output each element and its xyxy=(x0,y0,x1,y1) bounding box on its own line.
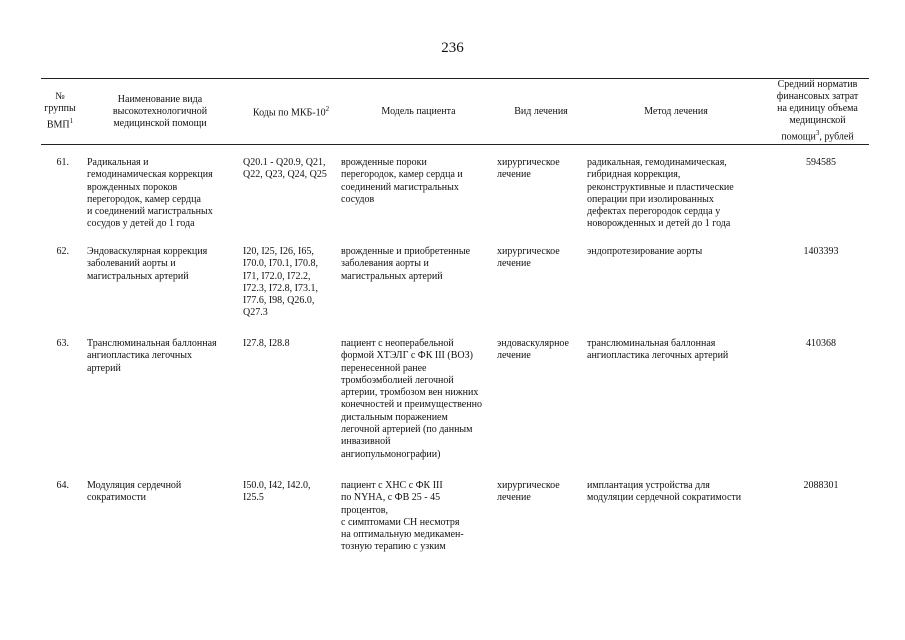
page-number: 236 xyxy=(441,40,464,56)
header-method: Метод лечения xyxy=(644,105,708,117)
row-cost: 594585 xyxy=(806,157,836,168)
row-model: пациент с неоперабельной формой ХТЭЛГ с ФК III (ВОЗ) перенесенной ранее тромбоэмболией легочной артерии, тромбозом вен нижних конечностей и преимущественно дистальным поражением легочной артерией (по данным инвазивной ангиопульмонографии) xyxy=(341,338,482,460)
row-codes: Q20.1 - Q20.9, Q21, Q22, Q23, Q24, Q25 xyxy=(243,157,327,181)
row-cost: 1403393 xyxy=(803,246,839,257)
header-codes-text: Коды по МКБ-10 xyxy=(252,107,326,119)
row-treatment: эндоваскулярное лечение xyxy=(497,338,569,362)
header-cost-sup: 3 xyxy=(815,129,820,138)
header-cost-text: Средний норматив финансовых затрат на единицу объема медицинской помощи xyxy=(776,79,859,143)
row-method: транслюминальная баллонная ангиопластика легочных артерий xyxy=(587,338,729,362)
row-method: радикальная, гемодинамическая, гибридная коррекция, реконструктивные и пластические операции при изолированных дефектах перегородок сердца у новорожденных и детей до 1 года xyxy=(587,157,734,230)
row-number: 64. xyxy=(56,480,69,491)
row-cost: 410368 xyxy=(806,338,836,349)
header-group-no xyxy=(41,79,79,144)
row-codes: I20, I25, I26, I65, I70.0, I70.1, I70.8, I71, I72.0, I72.2, I72.3, I72.8, I73.1, I77.6, I98, Q26.0, Q27.3 xyxy=(243,246,318,319)
table-header xyxy=(41,78,869,145)
header-model: Модель пациента xyxy=(381,105,456,117)
row-number: 62. xyxy=(56,246,69,257)
row-model: врожденные и приобретенные заболевания аорты и магистральных артерий xyxy=(341,246,471,282)
header-codes-sup: 2 xyxy=(325,105,330,114)
row-cost: 2088301 xyxy=(803,480,839,491)
header-treatment: Вид лечения xyxy=(514,105,568,117)
row-name: Транслюминальная баллонная ангиопластика легочных артерий xyxy=(87,338,217,374)
header-codes xyxy=(241,79,341,144)
row-method: имплантация устройства для модуляции сердечной сократимости xyxy=(587,480,742,504)
header-group-no-sup: 1 xyxy=(69,117,74,126)
row-name: Радикальная и гемодинамическая коррекция врожденных пороков перегородок, камер сердца и соединений магистральных сосудов у детей до 1 года xyxy=(87,157,213,230)
header-name: Наименование вида высокотехнологичной медицинской помощи xyxy=(112,93,208,129)
row-model: врожденные пороки перегородок, камер сердца и соединений магистральных сосудов xyxy=(341,157,463,205)
row-codes: I50.0, I42, I42.0, I25.5 xyxy=(243,480,311,504)
header-group-no-text: № группы ВМП xyxy=(44,91,76,131)
row-number: 61. xyxy=(56,157,69,168)
row-model: пациент с ХНС с ФК III по NYHA, с ФВ 25 - 45 процентов, с симптомами СН несмотря на оптимальную медикамен- тозную терапию с узким xyxy=(341,480,464,553)
header-cost-suffix: , рублей xyxy=(819,131,854,143)
row-number: 63. xyxy=(56,338,69,349)
row-treatment: хирургическое лечение xyxy=(497,246,560,270)
row-treatment: хирургическое лечение xyxy=(497,157,560,181)
header-cost xyxy=(766,79,869,144)
row-name: Модуляция сердечной сократимости xyxy=(87,480,182,504)
row-codes: I27.8, I28.8 xyxy=(243,338,290,349)
row-treatment: хирургическое лечение xyxy=(497,480,560,504)
row-name: Эндоваскулярная коррекция заболеваний аорты и магистральных артерий xyxy=(87,246,208,282)
row-method: эндопротезирование аорты xyxy=(587,246,703,257)
